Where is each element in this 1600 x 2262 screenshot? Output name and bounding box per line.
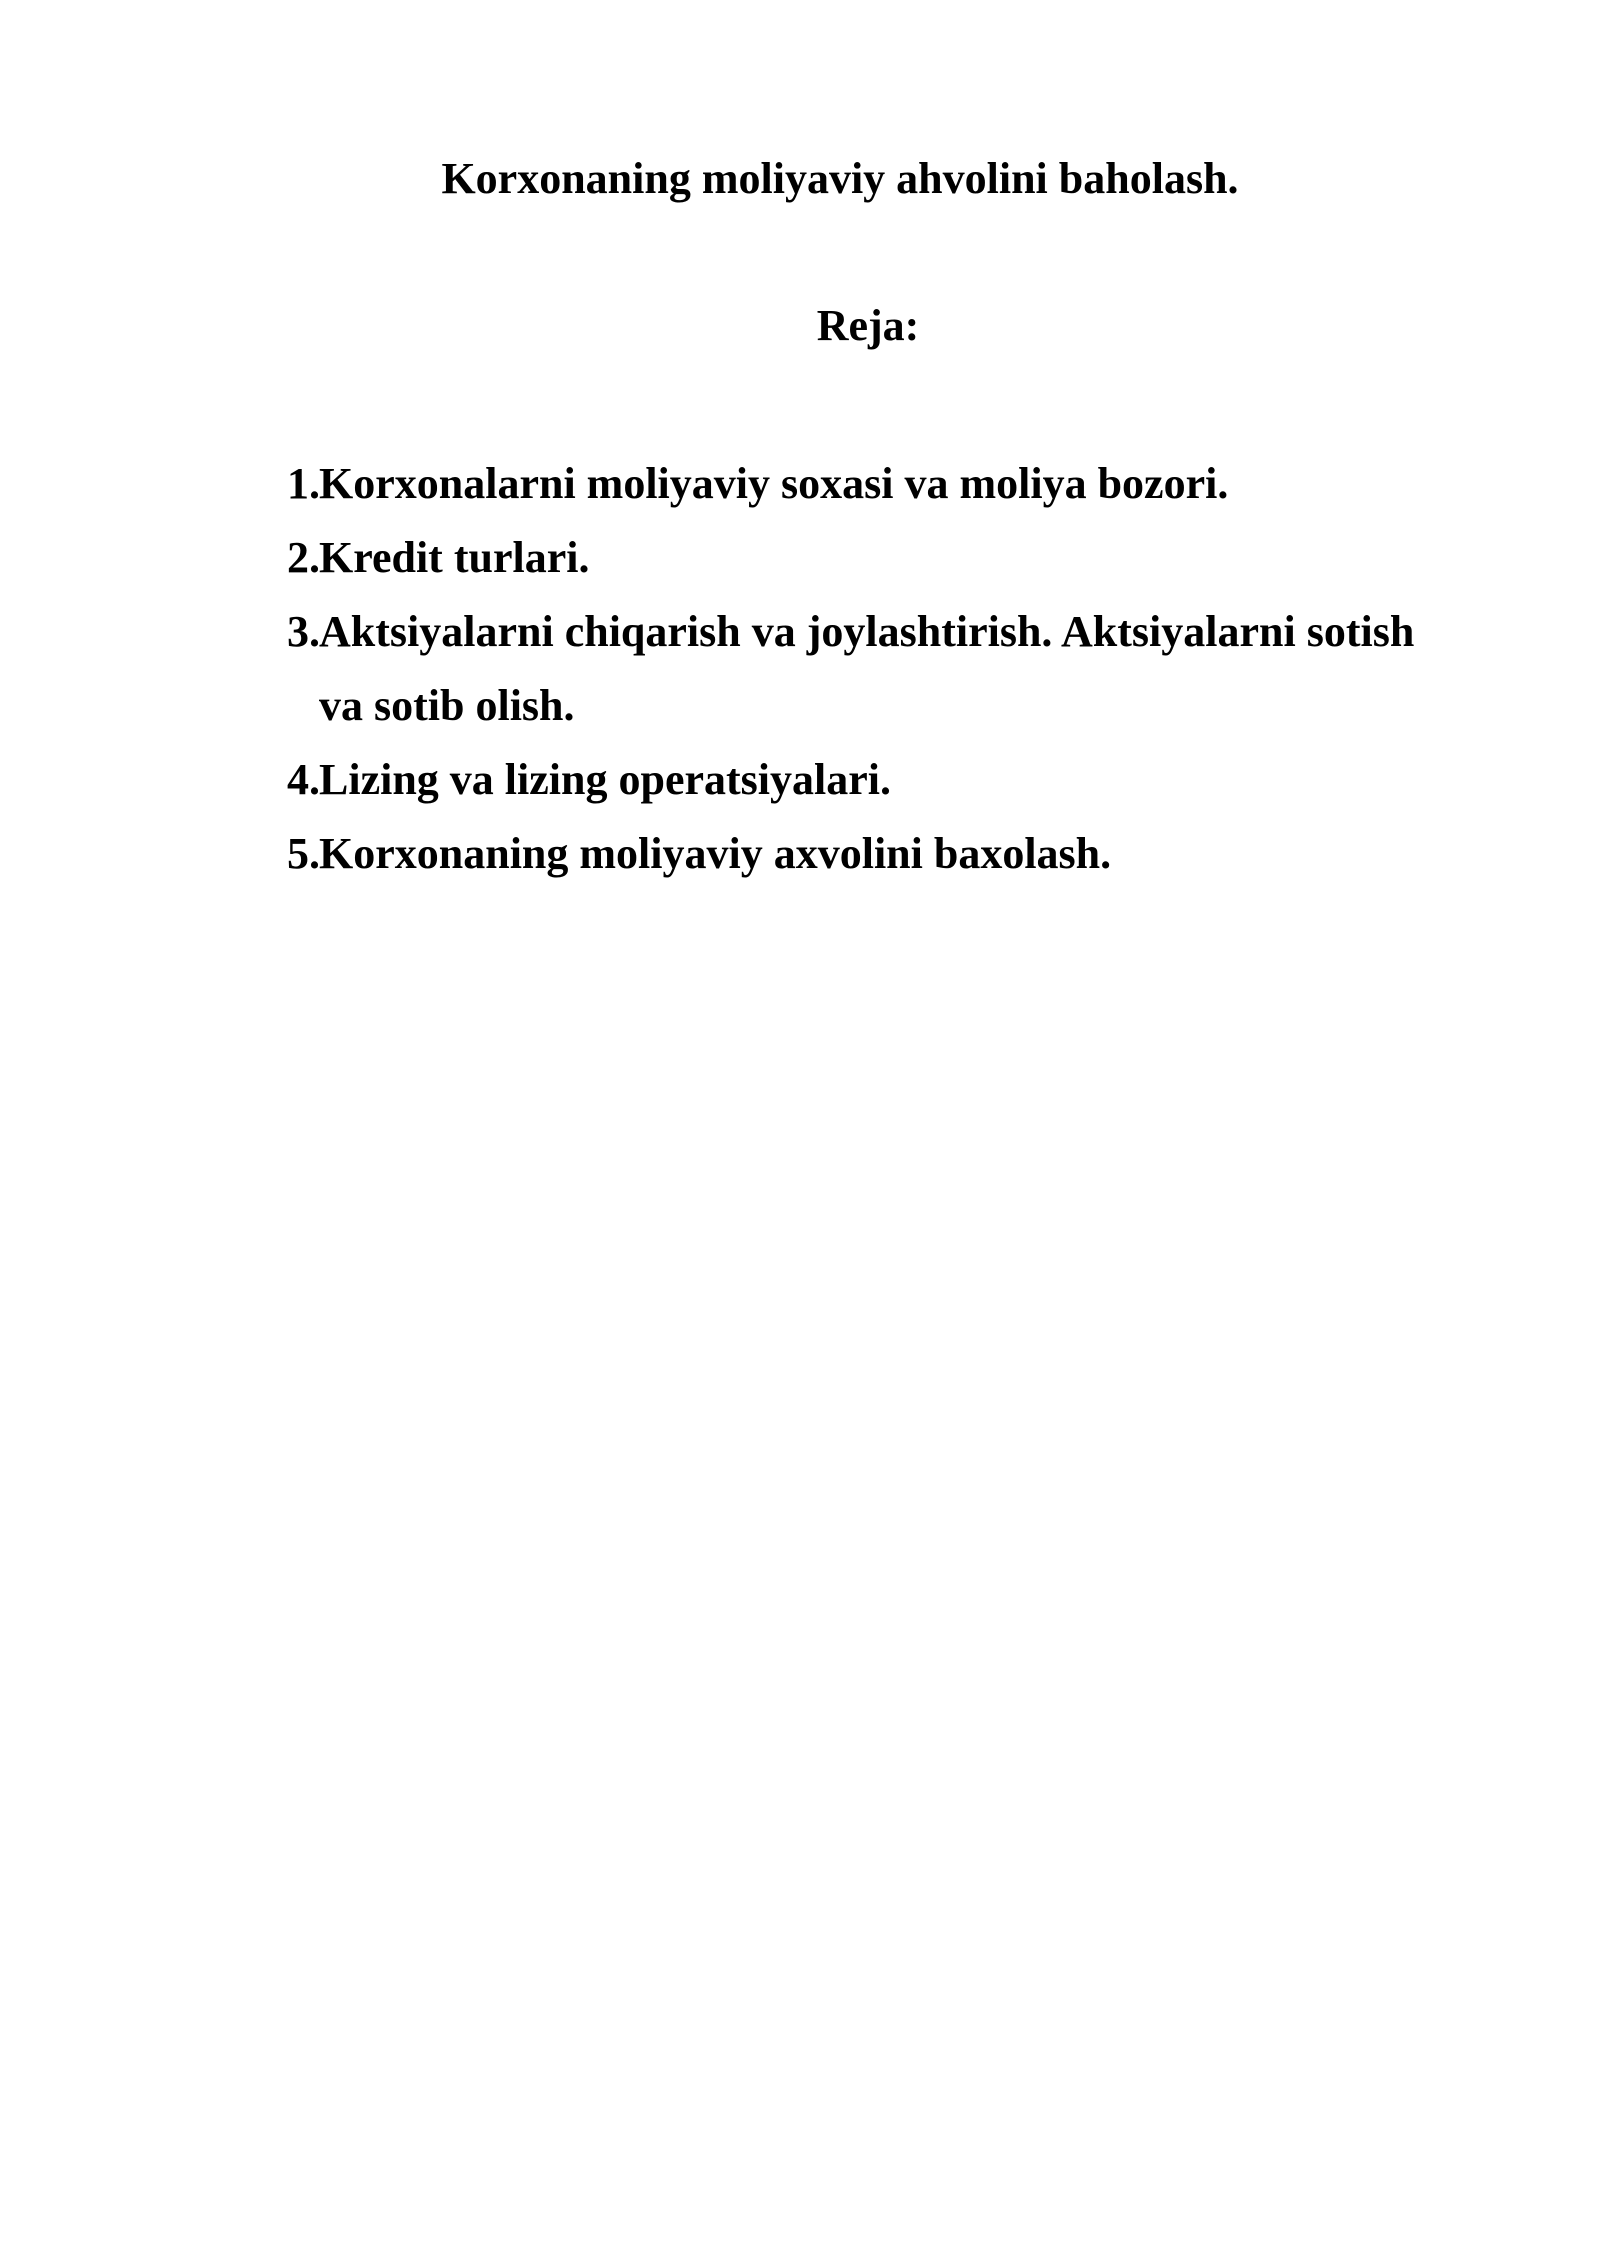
plan-item-text: Korxonalarni moliyaviy soxasi va moliya bozori. <box>319 459 1229 508</box>
plan-item-text: Kredit turlari. <box>319 533 590 582</box>
plan-heading: Reja: <box>816 301 920 350</box>
plan-item-number: 3. <box>287 607 320 656</box>
plan-item-4 <box>287 743 1467 817</box>
document-title: Korxonaning moliyaviy ahvolini baholash. <box>441 154 1239 203</box>
plan-item-text: Aktsiyalarni chiqarish va joylashtirish. Aktsiyalarni sotish va sotib olish. <box>319 607 1415 730</box>
plan-item-3 <box>287 595 1467 743</box>
plan-item-number: 5. <box>287 829 320 878</box>
plan-item-1 <box>287 447 1467 521</box>
plan-item-5 <box>287 817 1467 891</box>
plan-item-text: Korxonaning moliyaviy axvolini baxolash. <box>319 829 1112 878</box>
plan-list <box>287 447 1467 891</box>
plan-item-number: 1. <box>287 459 320 508</box>
plan-item-number: 2. <box>287 533 320 582</box>
plan-item-text: Lizing va lizing operatsiyalari. <box>319 755 891 804</box>
plan-item-number: 4. <box>287 755 320 804</box>
plan-item-2 <box>287 521 1467 595</box>
